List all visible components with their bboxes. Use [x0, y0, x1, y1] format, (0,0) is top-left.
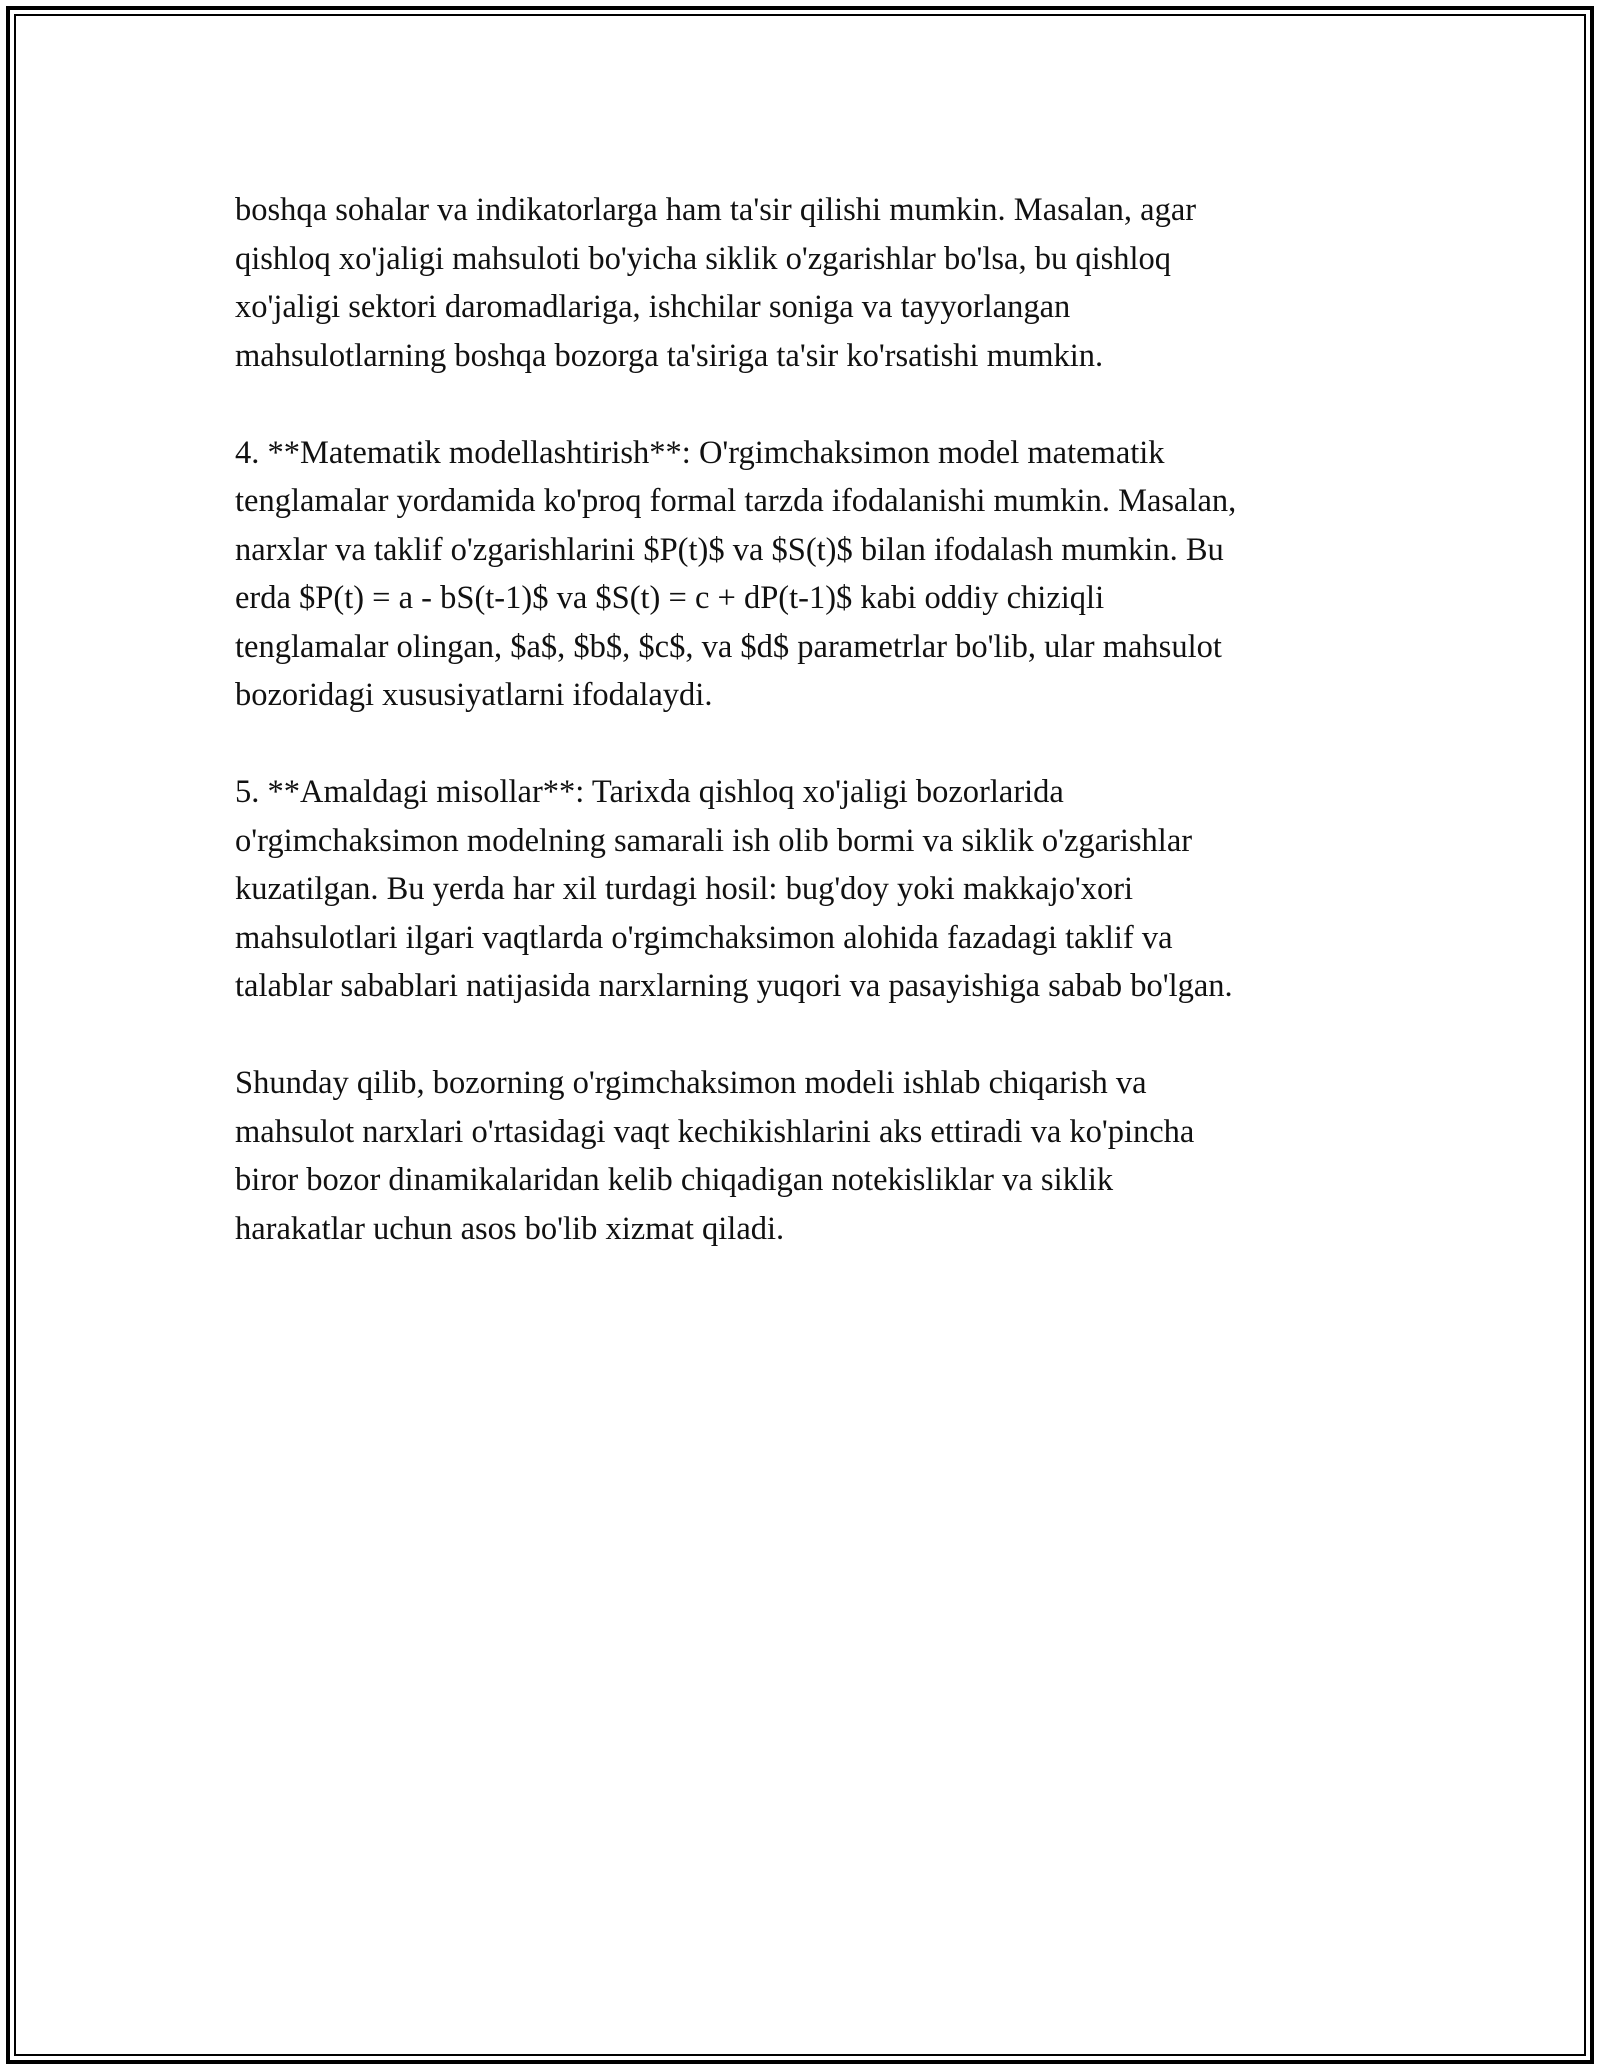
paragraph-continuation: boshqa sohalar va indikatorlarga ham ta'sir qilishi mumkin. Masalan, agar qishloq xo'jaligi mahsuloti bo'yicha siklik o'zgarishlar bo'lsa, bu qishloq xo'jaligi sektori daromadlariga, ishchilar soniga va tayyorlangan mahsulotlarning boshqa bozorga ta'siriga ta'sir ko'rsatishi mumkin. [235, 192, 1197, 374]
paragraph-practical-examples: 5. **Amaldagi misollar**: Tarixda qishloq xo'jaligi bozorlarida o'rgimchaksimon modelning samarali ish olib bormi va siklik o'zgarishlar kuzatilgan. Bu yerda har xil turdagi hosil: bug'doy yoki makkajo'xori mahsulotlari ilgari vaqtlarda o'rgimchaksimon alohida fazadagi taklif va talablar sabablari natijasida narxlarning yuqori va pasayishiga sabab bo'lgan. [235, 774, 1233, 1004]
paragraph-mathematical-modeling: 4. **Matematik modellashtirish**: O'rgimchaksimon model matematik tenglamalar yordamida ko'proq formal tarzda ifodalanishi mumkin. Masalan, narxlar va taklif o'zgarishlarini $P(t)$ va $S(t)$ bilan ifodalash mumkin. Bu erda $P(t) = a - bS(t-1)$ va $S(t) = c + dP(t-1)$ kabi oddiy chiziqli tenglamalar olingan, $a$, $b$, $c$, va $d$ parametrlar bo'lib, ular mahsulot bozoridagi xususiyatlarni ifodalaydi. [235, 434, 1237, 713]
paragraph-conclusion: Shunday qilib, bozorning o'rgimchaksimon modeli ishlab chiqarish va mahsulot narxlari o'rtasidagi vaqt kechikishlarini aks ettiradi va ko'pincha biror bozor dinamikalaridan kelib chiqadigan notekisliklar va siklik harakatlar uchun asos bo'lib xizmat qiladi. [235, 1065, 1195, 1247]
document-body [235, 186, 1385, 1302]
